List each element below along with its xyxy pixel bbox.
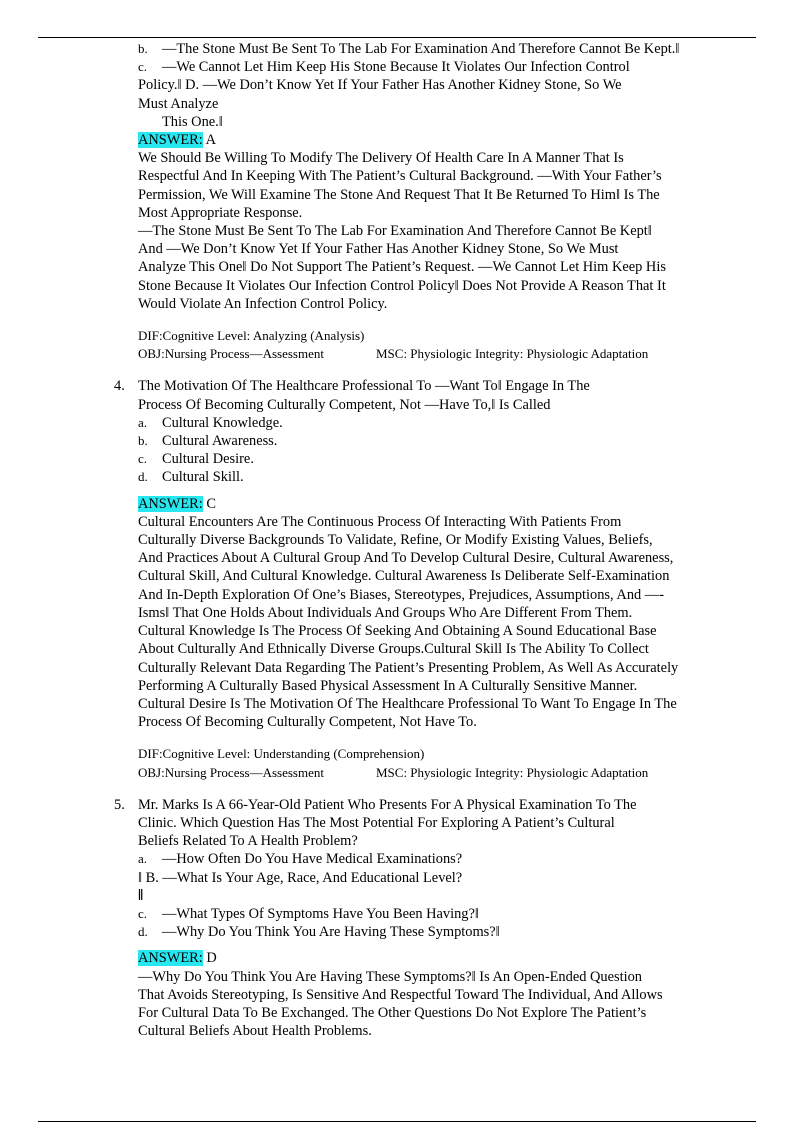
rationale-line: Culturally Diverse Backgrounds To Validate, Refine, Or Modify Existing Values, Beliefs,	[138, 532, 653, 549]
obj-text: OBJ:Nursing Process—Assessment	[138, 764, 324, 780]
option-label: a.	[138, 414, 148, 430]
rationale-line: Permission, We Will Examine The Stone And Request That It Be Returned To Him‖ Is The	[138, 186, 660, 203]
option-text: —We Cannot Let Him Keep His Stone Because It Violates Our Infection Control	[162, 59, 630, 76]
question-number: 5.	[114, 796, 125, 813]
rationale-line: Cultural Beliefs About Health Problems.	[138, 1023, 372, 1040]
q5-rationale	[0, 968, 798, 1041]
q4-stem-line: Process Of Becoming Culturally Competent, Not —Have To,‖ Is Called	[138, 396, 551, 413]
q4-option-c	[0, 450, 798, 468]
q5-option-b-bar: ‖	[138, 886, 144, 904]
rationale-line: Performing A Culturally Based Physical Assessment In A Culturally Sensitive Manner.	[138, 677, 638, 694]
msc-text: MSC: Physiologic Integrity: Physiologic Adaptation	[375, 346, 649, 362]
rationale-line: That Avoids Stereotyping, Is Sensitive And Respectful Toward The Individual, And Allows	[138, 986, 663, 1003]
option-label: a.	[138, 851, 148, 867]
q3-option-c	[0, 58, 798, 76]
q3-obj-msc	[0, 345, 798, 363]
q4-option-a	[0, 414, 798, 432]
stem-text: The Motivation Of The Healthcare Professional To —Want To‖ Engage In The	[138, 378, 590, 395]
stem-text: Mr. Marks Is A 66-Year-Old Patient Who Presents For A Physical Examination To The	[138, 796, 637, 813]
q3-option-line: This One.‖	[162, 113, 223, 130]
q4-option-b	[0, 432, 798, 450]
obj-text: OBJ:Nursing Process—Assessment	[138, 346, 324, 362]
rationale-line: Process Of Becoming Culturally Competent, Not Have To.	[138, 714, 477, 731]
header-rule	[38, 37, 756, 38]
q4-answer	[0, 495, 798, 513]
option-text: Cultural Skill.	[162, 469, 244, 486]
option-text: —The Stone Must Be Sent To The Lab For Examination And Therefore Cannot Be Kept.‖	[162, 41, 680, 57]
answer-value: A	[205, 132, 216, 149]
q4-stem	[0, 377, 798, 395]
q4-obj-msc	[0, 764, 798, 782]
answer-value: C	[206, 495, 216, 512]
option-label: c.	[138, 59, 148, 75]
q3-option-b	[0, 40, 798, 58]
rationale-line: And —We Don’t Know Yet If Your Father Has Another Kidney Stone, So We Must	[138, 241, 619, 258]
msc-text: MSC: Physiologic Integrity: Physiologic Adaptation	[375, 764, 649, 780]
q4-rationale	[0, 513, 798, 731]
answer-label: ANSWER:	[138, 950, 203, 967]
q4-dif: DIF:Cognitive Level: Understanding (Comprehension)	[138, 746, 425, 762]
option-label: d.	[138, 924, 148, 940]
option-label: b.	[138, 41, 148, 56]
q5-stem-line: Clinic. Which Question Has The Most Potential For Exploring A Patient’s Cultural	[138, 814, 615, 831]
option-text: —How Often Do You Have Medical Examinations?	[162, 851, 463, 868]
option-label: d.	[138, 469, 148, 485]
option-text: Cultural Knowledge.	[162, 414, 283, 431]
q3-dif: DIF:Cognitive Level: Analyzing (Analysis)	[138, 328, 365, 344]
document-body	[0, 40, 798, 1040]
rationale-line: Cultural Knowledge Is The Process Of Seeking And Obtaining A Sound Educational Base	[138, 623, 657, 640]
rationale-line: Cultural Encounters Are The Continuous Process Of Interacting With Patients From	[138, 513, 622, 530]
rationale-line: Cultural Skill, And Cultural Knowledge. Cultural Awareness Is Deliberate Self-Examination	[138, 568, 670, 585]
option-text: Cultural Awareness.	[162, 433, 278, 450]
q3-option-line: Must Analyze	[138, 95, 219, 112]
rationale-line: Stone Because It Violates Our Infection Control Policy‖ Does Not Provide A Reason That It	[138, 277, 666, 294]
rationale-line: Analyze This One‖ Do Not Support The Patient’s Request. —We Cannot Let Him Keep His	[138, 259, 666, 276]
q3-option-line: Policy.‖ D. —We Don’t Know Yet If Your Father Has Another Kidney Stone, So We	[138, 77, 622, 94]
option-text: —What Types Of Symptoms Have You Been Having?‖	[162, 905, 479, 922]
answer-label: ANSWER:	[138, 495, 203, 512]
q5-option-b: ‖ B. —What Is Your Age, Race, And Educational Level?	[138, 869, 463, 886]
rationale-line: Would Violate An Infection Control Policy.	[138, 295, 388, 312]
rationale-line: And Practices About A Cultural Group And To Develop Cultural Desire, Cultural Awareness,	[138, 550, 674, 567]
rationale-line: Most Appropriate Response.	[138, 204, 303, 221]
q5-option-a	[0, 850, 798, 868]
rationale-line: About Culturally And Ethnically Diverse Groups.Cultural Skill Is The Ability To Collect	[138, 641, 649, 658]
option-text: —Why Do You Think You Are Having These Symptoms?‖	[162, 924, 500, 941]
rationale-line: For Cultural Data To Be Exchanged. The Other Questions Do Not Explore The Patient’s	[138, 1004, 647, 1021]
rationale-line: Isms‖ That One Holds About Individuals And Groups Who Are Different From Them.	[138, 604, 633, 621]
q5-stem	[0, 796, 798, 814]
q5-option-d	[0, 923, 798, 941]
option-label: c.	[138, 905, 148, 921]
q5-stem-line: Beliefs Related To A Health Problem?	[138, 833, 358, 850]
answer-value: D	[206, 950, 217, 967]
rationale-line: —The Stone Must Be Sent To The Lab For Examination And Therefore Cannot Be Kept‖	[138, 223, 652, 240]
q5-answer	[0, 949, 798, 967]
rationale-line: We Should Be Willing To Modify The Delivery Of Health Care In A Manner That Is	[138, 150, 624, 167]
option-text: Cultural Desire.	[162, 451, 254, 468]
option-label: c.	[138, 451, 148, 467]
footer-rule	[38, 1121, 756, 1122]
rationale-line: Cultural Desire Is The Motivation Of The Healthcare Professional To Want To Engage In The	[138, 695, 677, 712]
rationale-line: And In-Depth Exploration Of One’s Biases, Stereotypes, Prejudices, Assumptions, And —-	[138, 586, 664, 603]
q3-rationale	[0, 149, 798, 313]
q5-option-c	[0, 905, 798, 923]
option-label: b.	[138, 433, 148, 449]
question-number: 4.	[114, 378, 125, 395]
rationale-line: Culturally Relevant Data Regarding The Patient’s Presenting Problem, As Well As Accurately	[138, 659, 679, 676]
rationale-line: Respectful And In Keeping With The Patient’s Cultural Background. —With Your Father’s	[138, 168, 662, 185]
answer-label: ANSWER:	[138, 132, 203, 149]
q3-answer	[0, 131, 798, 149]
rationale-line: —Why Do You Think You Are Having These Symptoms?‖ Is An Open-Ended Question	[138, 968, 642, 985]
q4-option-d	[0, 468, 798, 486]
